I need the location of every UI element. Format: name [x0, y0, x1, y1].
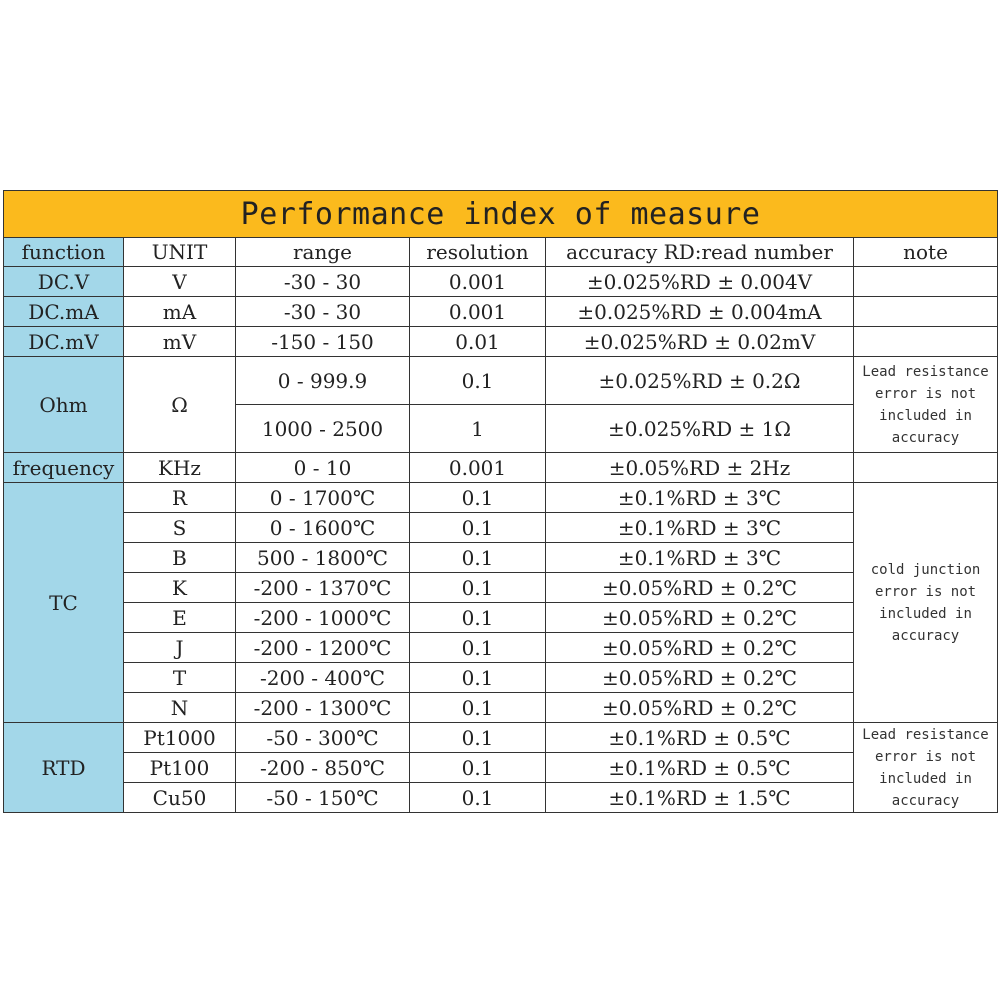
- unit-cell: S: [124, 513, 236, 543]
- resolution-cell: 0.1: [410, 357, 546, 405]
- accuracy-cell: ±0.025%RD ± 1Ω: [546, 405, 854, 453]
- note-cell: Lead resistance error is not included in accuracy: [854, 723, 998, 813]
- table-row: [4, 297, 998, 327]
- function-cell: DC.mA: [4, 297, 124, 327]
- resolution-cell: 0.1: [410, 483, 546, 513]
- accuracy-cell: ±0.05%RD ± 0.2℃: [546, 633, 854, 663]
- range-cell: -200 - 1200℃: [236, 633, 410, 663]
- unit-cell: N: [124, 693, 236, 723]
- resolution-cell: 0.001: [410, 453, 546, 483]
- range-cell: -30 - 30: [236, 267, 410, 297]
- unit-cell: R: [124, 483, 236, 513]
- accuracy-cell: ±0.1%RD ± 0.5℃: [546, 723, 854, 753]
- range-cell: 0 - 10: [236, 453, 410, 483]
- function-cell: Ohm: [4, 357, 124, 453]
- accuracy-cell: ±0.05%RD ± 0.2℃: [546, 693, 854, 723]
- resolution-cell: 0.1: [410, 723, 546, 753]
- unit-cell: Ω: [124, 357, 236, 453]
- unit-cell: Cu50: [124, 783, 236, 813]
- unit-cell: E: [124, 603, 236, 633]
- header-range: range: [236, 238, 410, 267]
- resolution-cell: 0.1: [410, 513, 546, 543]
- header-row: [4, 238, 998, 267]
- function-cell: RTD: [4, 723, 124, 813]
- table-row: [4, 783, 998, 813]
- range-cell: 0 - 999.9: [236, 357, 410, 405]
- resolution-cell: 0.001: [410, 267, 546, 297]
- range-cell: -30 - 30: [236, 297, 410, 327]
- spec-table-container: [3, 190, 997, 813]
- function-cell: frequency: [4, 453, 124, 483]
- function-cell: DC.V: [4, 267, 124, 297]
- range-cell: -200 - 400℃: [236, 663, 410, 693]
- resolution-cell: 0.1: [410, 633, 546, 663]
- table-row: [4, 753, 998, 783]
- accuracy-cell: ±0.1%RD ± 3℃: [546, 513, 854, 543]
- range-cell: -200 - 1000℃: [236, 603, 410, 633]
- resolution-cell: 0.1: [410, 783, 546, 813]
- range-cell: -50 - 150℃: [236, 783, 410, 813]
- accuracy-cell: ±0.05%RD ± 0.2℃: [546, 603, 854, 633]
- unit-cell: K: [124, 573, 236, 603]
- accuracy-cell: ±0.1%RD ± 3℃: [546, 483, 854, 513]
- resolution-cell: 0.1: [410, 603, 546, 633]
- resolution-cell: 0.1: [410, 573, 546, 603]
- function-cell: DC.mV: [4, 327, 124, 357]
- table-row: [4, 693, 998, 723]
- unit-cell: mV: [124, 327, 236, 357]
- table-row: [4, 327, 998, 357]
- function-cell: TC: [4, 483, 124, 723]
- table-row: [4, 603, 998, 633]
- resolution-cell: 0.1: [410, 543, 546, 573]
- range-cell: 0 - 1600℃: [236, 513, 410, 543]
- accuracy-cell: ±0.025%RD ± 0.02mV: [546, 327, 854, 357]
- accuracy-cell: ±0.1%RD ± 0.5℃: [546, 753, 854, 783]
- accuracy-cell: ±0.025%RD ± 0.004V: [546, 267, 854, 297]
- table-row: [4, 453, 998, 483]
- unit-cell: KHz: [124, 453, 236, 483]
- note-cell: [854, 297, 998, 327]
- note-cell: [854, 267, 998, 297]
- header-resolution: resolution: [410, 238, 546, 267]
- accuracy-cell: ±0.025%RD ± 0.2Ω: [546, 357, 854, 405]
- range-cell: 500 - 1800℃: [236, 543, 410, 573]
- unit-cell: mA: [124, 297, 236, 327]
- resolution-cell: 0.1: [410, 663, 546, 693]
- unit-cell: Pt1000: [124, 723, 236, 753]
- range-cell: 0 - 1700℃: [236, 483, 410, 513]
- resolution-cell: 0.1: [410, 693, 546, 723]
- range-cell: -200 - 850℃: [236, 753, 410, 783]
- header-note: note: [854, 238, 998, 267]
- unit-cell: B: [124, 543, 236, 573]
- table-row: [4, 543, 998, 573]
- resolution-cell: 0.1: [410, 753, 546, 783]
- range-cell: 1000 - 2500: [236, 405, 410, 453]
- table-row: [4, 267, 998, 297]
- table-row: [4, 633, 998, 663]
- table-row: [4, 723, 998, 753]
- table-row: [4, 573, 998, 603]
- note-cell: [854, 327, 998, 357]
- header-accuracy: accuracy RD:read number: [546, 238, 854, 267]
- unit-cell: V: [124, 267, 236, 297]
- performance-table: [3, 190, 998, 813]
- note-cell: Lead resistance error is not included in accuracy: [854, 357, 998, 453]
- accuracy-cell: ±0.05%RD ± 2Hz: [546, 453, 854, 483]
- unit-cell: J: [124, 633, 236, 663]
- table-row: [4, 483, 998, 513]
- resolution-cell: 0.001: [410, 297, 546, 327]
- header-function: function: [4, 238, 124, 267]
- header-unit: UNIT: [124, 238, 236, 267]
- accuracy-cell: ±0.05%RD ± 0.2℃: [546, 573, 854, 603]
- accuracy-cell: ±0.1%RD ± 3℃: [546, 543, 854, 573]
- note-cell: [854, 453, 998, 483]
- resolution-cell: 0.01: [410, 327, 546, 357]
- unit-cell: Pt100: [124, 753, 236, 783]
- accuracy-cell: ±0.025%RD ± 0.004mA: [546, 297, 854, 327]
- range-cell: -50 - 300℃: [236, 723, 410, 753]
- range-cell: -200 - 1370℃: [236, 573, 410, 603]
- unit-cell: T: [124, 663, 236, 693]
- range-cell: -150 - 150: [236, 327, 410, 357]
- table-title: Performance index of measure: [4, 191, 998, 238]
- note-cell: cold junction error is not included in accuracy: [854, 483, 998, 723]
- resolution-cell: 1: [410, 405, 546, 453]
- range-cell: -200 - 1300℃: [236, 693, 410, 723]
- table-row: [4, 663, 998, 693]
- table-row: [4, 357, 998, 405]
- accuracy-cell: ±0.05%RD ± 0.2℃: [546, 663, 854, 693]
- accuracy-cell: ±0.1%RD ± 1.5℃: [546, 783, 854, 813]
- table-row: [4, 513, 998, 543]
